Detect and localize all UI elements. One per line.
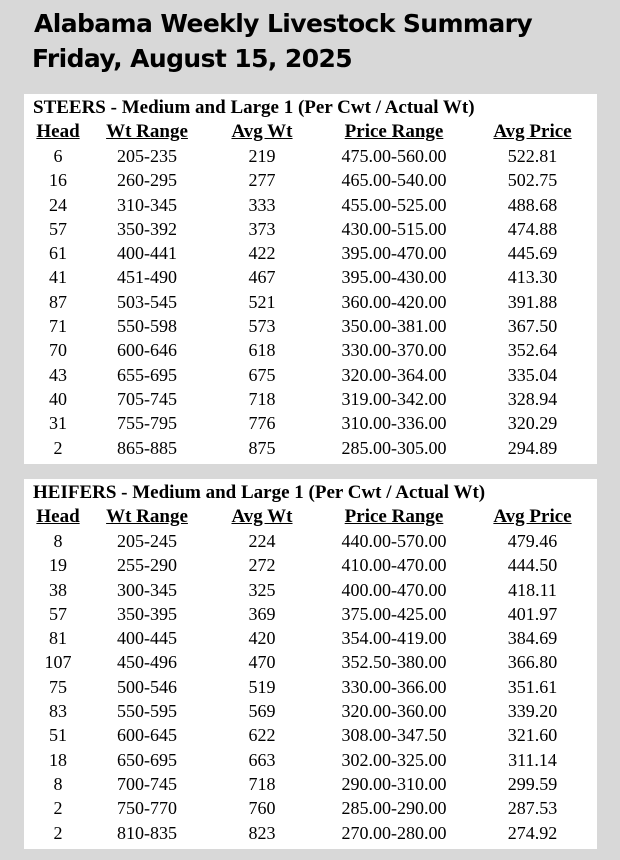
head-cell: 2 <box>53 822 63 843</box>
price-range-cell: 330.00-370.00 <box>341 340 447 361</box>
wt-range-cell: 450-496 <box>117 652 177 673</box>
wt-range-cell: 655-695 <box>117 364 177 385</box>
head-cell: 2 <box>53 437 63 458</box>
avg-price-cell: 328.94 <box>507 388 558 409</box>
wt-range-cell: 550-595 <box>117 701 177 722</box>
table-row <box>32 602 591 626</box>
price-range-cell: 395.00-470.00 <box>341 243 447 264</box>
wt-range-cell: 750-770 <box>117 798 177 819</box>
avg-price-cell: 339.20 <box>507 701 558 722</box>
head-cell: 57 <box>49 218 67 239</box>
column-header-wt-range: Wt Range <box>106 506 188 527</box>
table-row <box>32 821 591 845</box>
price-range-cell: 360.00-420.00 <box>341 291 447 312</box>
avg-price-cell: 320.29 <box>507 413 558 434</box>
wt-range-cell: 810-835 <box>117 822 177 843</box>
wt-range-cell: 600-645 <box>117 725 177 746</box>
steers-panel <box>24 94 597 464</box>
avg-wt-cell: 718 <box>248 388 276 409</box>
wt-range-cell: 205-235 <box>117 146 177 166</box>
avg-price-cell: 287.53 <box>507 798 558 819</box>
avg-wt-cell: 569 <box>248 701 276 722</box>
avg-price-cell: 366.80 <box>507 652 558 673</box>
avg-price-cell: 352.64 <box>507 340 558 361</box>
head-cell: 41 <box>49 267 67 288</box>
wt-range-cell: 400-441 <box>117 243 177 264</box>
price-range-cell: 290.00-310.00 <box>341 773 447 794</box>
avg-wt-cell: 420 <box>248 628 276 649</box>
avg-wt-cell: 224 <box>248 531 276 551</box>
avg-price-cell: 418.11 <box>508 579 557 600</box>
price-range-cell: 354.00-419.00 <box>341 628 447 649</box>
avg-price-cell: 274.92 <box>507 822 558 843</box>
avg-price-cell: 384.69 <box>507 628 558 649</box>
avg-wt-cell: 521 <box>248 291 276 312</box>
price-range-cell: 308.00-347.50 <box>341 725 447 746</box>
table-row <box>32 387 591 411</box>
column-header-avg-price: Avg Price <box>493 121 572 142</box>
avg-price-cell: 401.97 <box>507 603 558 624</box>
table-row <box>32 650 591 674</box>
page-title <box>34 6 532 76</box>
steers-section-title: STEERS - Medium and Large 1 (Per Cwt / Actual Wt) <box>33 97 475 118</box>
avg-price-cell: 351.61 <box>507 676 558 697</box>
head-cell: 19 <box>49 555 67 576</box>
column-header-price-range: Price Range <box>344 506 444 527</box>
head-cell: 61 <box>49 243 67 264</box>
avg-wt-cell: 875 <box>248 437 276 458</box>
avg-price-cell: 367.50 <box>507 316 558 337</box>
head-cell: 43 <box>49 364 67 385</box>
wt-range-cell: 650-695 <box>117 749 177 770</box>
column-header-price-range: Price Range <box>344 121 444 142</box>
wt-range-cell: 350-395 <box>117 603 177 624</box>
price-range-cell: 270.00-280.00 <box>341 822 447 843</box>
head-cell: 83 <box>49 701 67 722</box>
avg-wt-cell: 277 <box>248 170 276 191</box>
head-cell: 40 <box>49 388 67 409</box>
wt-range-cell: 700-745 <box>117 773 177 794</box>
avg-price-cell: 311.14 <box>508 749 557 770</box>
head-cell: 70 <box>49 340 67 361</box>
table-row <box>32 578 591 602</box>
head-cell: 24 <box>49 194 67 215</box>
avg-wt-cell: 333 <box>248 194 276 215</box>
column-header-avg-price: Avg Price <box>493 506 572 527</box>
table-row <box>32 193 591 217</box>
table-row <box>32 529 591 553</box>
head-cell: 18 <box>49 749 67 770</box>
head-cell: 87 <box>49 291 67 312</box>
title-line-2: Friday, August 15, 2025 <box>32 44 353 73</box>
heifers-section-title: HEIFERS - Medium and Large 1 (Per Cwt / Actual Wt) <box>33 482 486 503</box>
wt-range-cell: 255-290 <box>117 555 177 576</box>
head-cell: 75 <box>49 676 67 697</box>
table-row <box>32 168 591 192</box>
table-row <box>32 553 591 577</box>
avg-price-cell: 444.50 <box>507 555 558 576</box>
price-range-cell: 350.00-381.00 <box>341 316 447 337</box>
column-header-wt-range: Wt Range <box>106 121 188 142</box>
table-row <box>32 265 591 289</box>
column-header-avg-wt: Avg Wt <box>231 506 293 527</box>
price-range-cell: 319.00-342.00 <box>341 388 447 409</box>
head-cell: 81 <box>49 628 67 649</box>
wt-range-cell: 400-445 <box>117 628 177 649</box>
price-range-cell: 430.00-515.00 <box>341 218 447 239</box>
heifers-header-row <box>32 505 591 529</box>
avg-wt-cell: 718 <box>248 773 276 794</box>
price-range-cell: 320.00-364.00 <box>341 364 447 385</box>
avg-wt-cell: 422 <box>248 243 276 264</box>
head-cell: 107 <box>44 652 72 673</box>
table-row <box>32 411 591 435</box>
wt-range-cell: 310-345 <box>117 194 177 215</box>
price-range-cell: 320.00-360.00 <box>341 701 447 722</box>
avg-price-cell: 474.88 <box>507 218 558 239</box>
wt-range-cell: 451-490 <box>117 267 177 288</box>
avg-wt-cell: 369 <box>248 603 276 624</box>
wt-range-cell: 300-345 <box>117 579 177 600</box>
avg-wt-cell: 823 <box>248 822 276 843</box>
avg-price-cell: 502.75 <box>507 170 558 191</box>
wt-range-cell: 755-795 <box>117 413 177 434</box>
avg-wt-cell: 663 <box>248 749 276 770</box>
price-range-cell: 440.00-570.00 <box>341 531 447 551</box>
table-row <box>32 723 591 747</box>
avg-wt-cell: 675 <box>248 364 276 385</box>
heifers-table <box>32 505 591 845</box>
table-row <box>32 363 591 387</box>
avg-price-cell: 413.30 <box>507 267 558 288</box>
avg-price-cell: 321.60 <box>507 725 558 746</box>
head-cell: 6 <box>53 146 63 166</box>
price-range-cell: 330.00-366.00 <box>341 676 447 697</box>
wt-range-cell: 600-646 <box>117 340 177 361</box>
steers-header-row <box>32 120 591 144</box>
table-row <box>32 217 591 241</box>
wt-range-cell: 705-745 <box>117 388 177 409</box>
avg-wt-cell: 618 <box>248 340 276 361</box>
table-row <box>32 748 591 772</box>
avg-wt-cell: 573 <box>248 316 276 337</box>
head-cell: 8 <box>53 773 63 794</box>
title-line-1: Alabama Weekly Livestock Summary <box>34 9 533 38</box>
wt-range-cell: 350-392 <box>117 218 177 239</box>
price-range-cell: 352.50-380.00 <box>341 652 447 673</box>
table-row <box>32 144 591 168</box>
wt-range-cell: 500-546 <box>117 676 177 697</box>
price-range-cell: 375.00-425.00 <box>341 603 447 624</box>
price-range-cell: 475.00-560.00 <box>341 146 447 166</box>
avg-price-cell: 488.68 <box>507 194 558 215</box>
wt-range-cell: 503-545 <box>117 291 177 312</box>
price-range-cell: 455.00-525.00 <box>341 194 447 215</box>
table-row <box>32 241 591 265</box>
wt-range-cell: 260-295 <box>117 170 177 191</box>
head-cell: 71 <box>49 316 67 337</box>
column-header-avg-wt: Avg Wt <box>231 121 293 142</box>
avg-wt-cell: 776 <box>248 413 276 434</box>
head-cell: 31 <box>49 413 67 434</box>
head-cell: 16 <box>49 170 67 191</box>
avg-wt-cell: 219 <box>248 146 276 166</box>
price-range-cell: 400.00-470.00 <box>341 579 447 600</box>
table-row <box>32 314 591 338</box>
table-row <box>32 290 591 314</box>
column-header-head: Head <box>36 506 80 527</box>
price-range-cell: 410.00-470.00 <box>341 555 447 576</box>
avg-price-cell: 445.69 <box>507 243 558 264</box>
avg-wt-cell: 467 <box>248 267 276 288</box>
wt-range-cell: 550-598 <box>117 316 177 337</box>
avg-wt-cell: 622 <box>248 725 276 746</box>
wt-range-cell: 205-245 <box>117 531 177 551</box>
avg-wt-cell: 373 <box>248 218 276 239</box>
avg-price-cell: 479.46 <box>507 531 558 551</box>
price-range-cell: 395.00-430.00 <box>341 267 447 288</box>
price-range-cell: 302.00-325.00 <box>341 749 447 770</box>
table-row <box>32 436 591 460</box>
steers-table <box>32 120 591 460</box>
avg-price-cell: 294.89 <box>507 437 558 458</box>
avg-wt-cell: 325 <box>248 579 276 600</box>
wt-range-cell: 865-885 <box>117 437 177 458</box>
price-range-cell: 285.00-290.00 <box>341 798 447 819</box>
avg-wt-cell: 272 <box>248 555 276 576</box>
price-range-cell: 310.00-336.00 <box>341 413 447 434</box>
avg-price-cell: 391.88 <box>507 291 558 312</box>
table-row <box>32 699 591 723</box>
price-range-cell: 285.00-305.00 <box>341 437 447 458</box>
table-row <box>32 675 591 699</box>
head-cell: 51 <box>49 725 67 746</box>
avg-price-cell: 522.81 <box>507 146 558 166</box>
table-row <box>32 338 591 362</box>
heifers-panel <box>24 479 597 849</box>
avg-price-cell: 299.59 <box>507 773 558 794</box>
avg-wt-cell: 470 <box>248 652 276 673</box>
table-row <box>32 772 591 796</box>
head-cell: 57 <box>49 603 67 624</box>
head-cell: 8 <box>53 531 63 551</box>
table-row <box>32 796 591 820</box>
avg-price-cell: 335.04 <box>507 364 558 385</box>
head-cell: 38 <box>49 579 67 600</box>
table-row <box>32 626 591 650</box>
avg-wt-cell: 760 <box>248 798 276 819</box>
avg-wt-cell: 519 <box>248 676 276 697</box>
head-cell: 2 <box>53 798 63 819</box>
column-header-head: Head <box>36 121 80 142</box>
price-range-cell: 465.00-540.00 <box>341 170 447 191</box>
